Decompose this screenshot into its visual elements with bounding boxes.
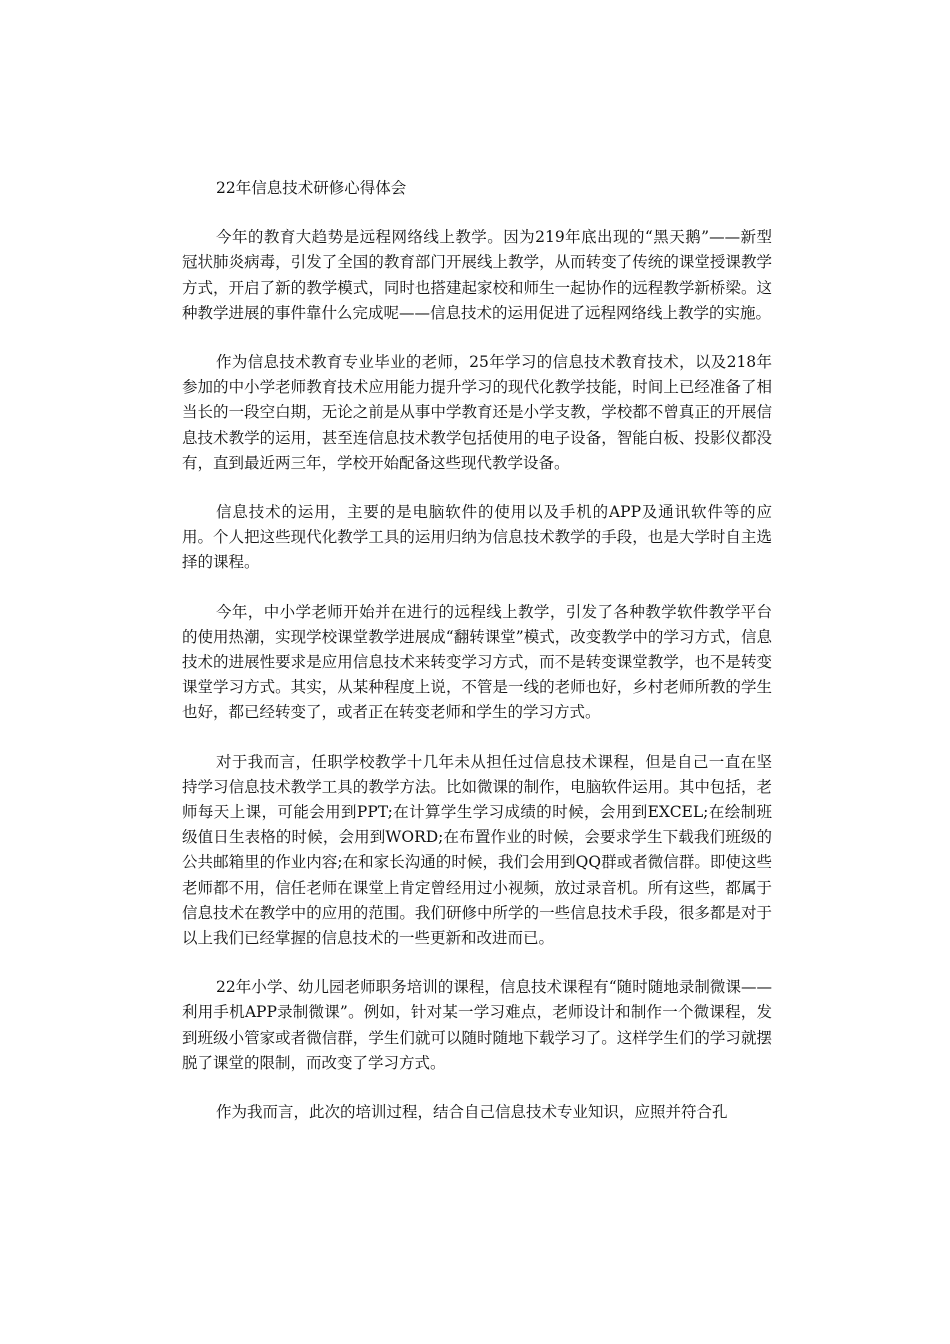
paragraph-3: 信息技术的运用，主要的是电脑软件的使用以及手机的APP及通讯软件等的应用。个人把这些现代化教学工具的运用归纳为信息技术教学的手段，也是大学时自主选择的课程。: [182, 503, 772, 572]
document-title: 22年信息技术研修心得体会: [216, 179, 407, 197]
paragraph-1: 今年的教育大趋势是远程网络线上教学。因为219年底出现的“黑天鹅”——新型冠状肺炎病毒，引发了全国的教育部门开展线上教学，从而转变了传统的课堂授课教学方式，开启了新的教学模式，同时也搭建起家校和师生一起协作的远程教学新桥梁。这种教学进展的事件靠什么完成呢——信息技术的运用促进了远程网络线上教学的实施。: [182, 228, 772, 322]
paragraph-5: 对于我而言，任职学校教学十几年未从担任过信息技术课程，但是自己一直在坚持学习信息技术教学工具的教学方法。比如微课的制作，电脑软件运用。其中包括，老师每天上课，可能会用到PPT;在计算学生学习成绩的时候，会用到EXCEL;在绘制班级值日生表格的时候，会用到WORD;在布置作业的时候，会要求学生下载我们班级的公共邮箱里的作业内容;在和家长沟通的时候，我们会用到QQ群或者微信群。即使这些老师都不用，信任老师在课堂上肯定曾经用过小视频，放过录音机。所有这些，都属于信息技术在教学中的应用的范围。我们研修中所学的一些信息技术手段，很多都是对于以上我们已经掌握的信息技术的一些更新和改进而已。: [182, 752, 772, 948]
document-body: [182, 176, 772, 1149]
paragraph-7: 作为我而言，此次的培训过程，结合自己信息技术专业知识，应照并符合孔: [216, 1103, 728, 1122]
paragraph-6: 22年小学、幼儿园老师职务培训的课程，信息技术课程有“随时随地录制微课——利用手机APP录制微课”。例如，针对某一学习难点，老师设计和制作一个微课程，发到班级小管家或者微信群，学生们就可以随时随地下载学习了。这样学生们的学习就摆脱了课堂的限制，而改变了学习方式。: [182, 978, 772, 1072]
paragraph-2: 作为信息技术教育专业毕业的老师，25年学习的信息技术教育技术，以及218年参加的中小学老师教育技术应用能力提升学习的现代化教学技能，时间上已经准备了相当长的一段空白期，无论之前是从事中学教育还是小学支教，学校都不曾真正的开展信息技术教学的运用，甚至连信息技术教学包括使用的电子设备，智能白板、投影仪都没有，直到最近两三年，学校开始配备这些现代教学设备。: [182, 353, 772, 472]
paragraph-4: 今年，中小学老师开始并在进行的远程线上教学，引发了各种教学软件教学平台的使用热潮，实现学校课堂教学进展成“翻转课堂”模式，改变教学中的学习方式，信息技术的进展性要求是应用信息技术来转变学习方式，而不是转变课堂教学，也不是转变课堂学习方式。其实，从某种程度上说，不管是一线的老师也好，乡村老师所教的学生也好，都已经转变了，或者正在转变老师和学生的学习方式。: [182, 602, 772, 722]
